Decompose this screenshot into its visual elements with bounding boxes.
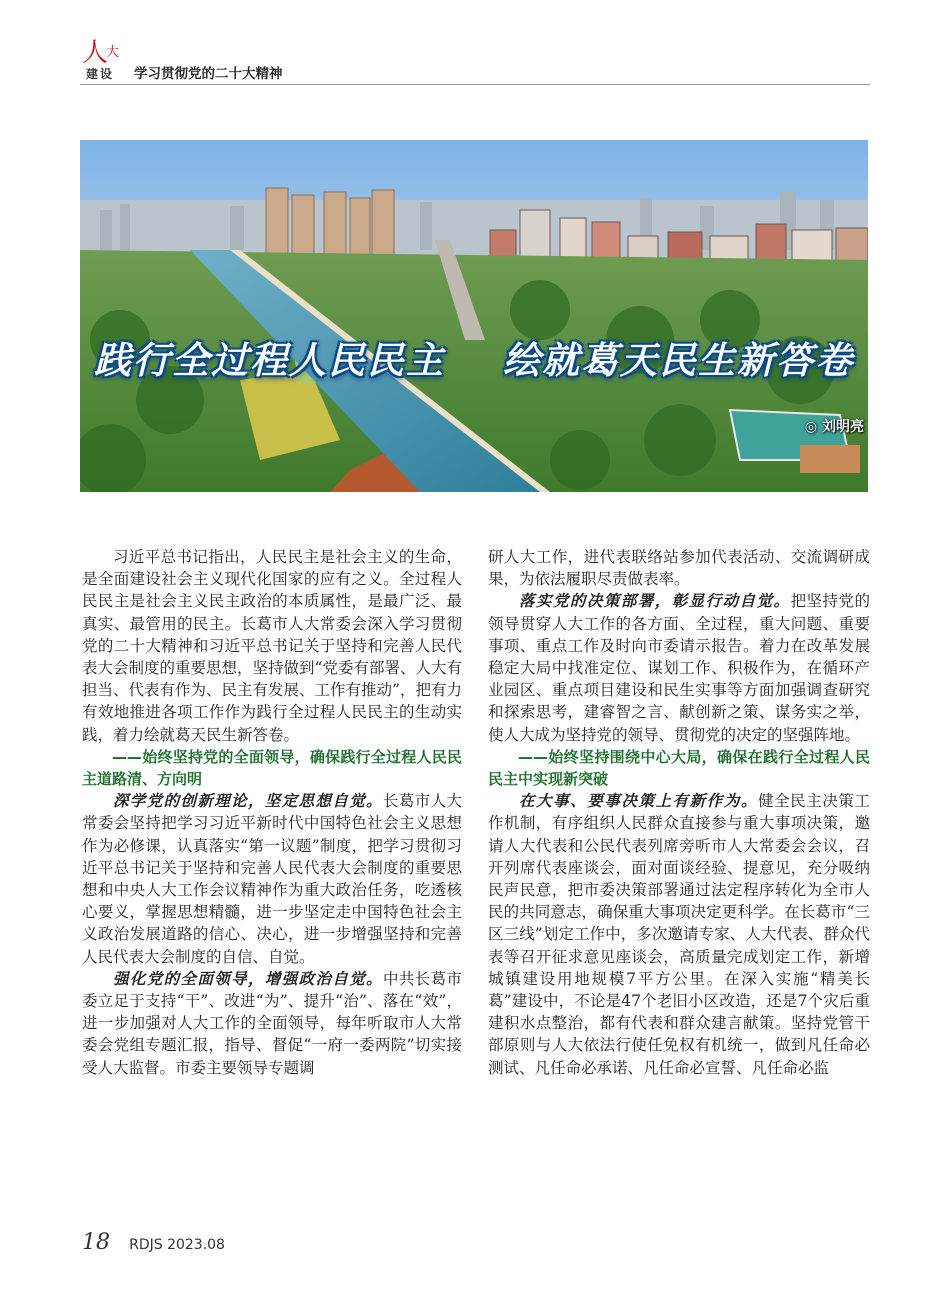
- body-paragraph: [488, 546, 870, 590]
- body-paragraph: [488, 790, 870, 1079]
- article-left-column: [82, 546, 462, 1079]
- page-number: 18: [82, 1230, 110, 1255]
- paragraph-text: 研人大工作，进代表联络站参加代表活动、交流调研成果，为依法履职尽责做表率。: [488, 548, 870, 589]
- paragraph-lead: 落实党的决策部署，彰显行动自觉。: [519, 591, 791, 611]
- paragraph-lead: 在大事、要事决策上有新作为。: [519, 791, 759, 811]
- body-paragraph: [488, 590, 870, 745]
- magazine-logo: [82, 40, 130, 82]
- hero-title-part1: 践行全过程人民民主: [94, 338, 445, 382]
- article-right-column: [488, 546, 870, 1079]
- section-subheading: ——始终坚持党的全面领导，确保践行全过程人民民主道路清、方向明: [82, 747, 462, 789]
- page-footer: [82, 1230, 225, 1255]
- body-paragraph: [82, 790, 462, 968]
- aerial-city-canal-image: [80, 140, 868, 492]
- body-paragraph: [82, 546, 462, 746]
- paragraph-text: 健全民主决策工作机制，有序组织人民群众直接参与重大事项决策，邀请人大代表和公民代表列席旁听市人大常委会会议，召开列席代表座谈会，面对面谈经验、提意见，充分吸纳民声民意，把市委决策部署通过法定程序转化为全市人民的共同意志，确保重大事项决定更科学。在长葛市“三区三线”划定工作中，多次邀请专家、人大代表、群众代表等召开征求意见座谈会，高质量完成划定工作，新增城镇建设用地规模7平方公里。在深入实施“精美长葛”建设中，不论是47个老旧小区改造，还是7个灾后重建积水点整治，都有代表和群众建言献策。坚持党管干部原则与人大依法行使任免权有机统一，做到凡任命必测试、凡任命必承诺、凡任命必宣誓、凡任命必监: [488, 792, 870, 1077]
- section-subheading: ——始终坚持围绕中心大局，确保在践行全过程人民民主中实现新突破: [488, 747, 870, 789]
- logo-char-ren: 人: [82, 38, 109, 68]
- section-title: 学习贯彻党的二十大精神: [134, 66, 283, 82]
- paragraph-lead: 深学党的创新理论，坚定思想自觉。: [113, 791, 383, 811]
- logo-char-da: 大: [106, 45, 120, 60]
- journal-issue: RDJS 2023.08: [129, 1237, 225, 1253]
- paragraph-text: 长葛市人大常委会坚持把学习习近平新时代中国特色社会主义思想作为必修课，认真落实“第一议题”制度，把学习贯彻习近平总书记关于坚持和完善人民代表大会制度的重要思想和中央人大工作会议精神作为重大政治任务，吃透核心要义，掌握思想精髓，进一步坚定走中国特色社会主义政治发展道路的信心、决心，进一步增强坚持和完善人民代表大会制度的自信、自觉。: [82, 792, 462, 966]
- hero-title-part2: 绘就葛天民生新答卷: [503, 338, 854, 382]
- hero-title: [80, 330, 868, 384]
- hero-photo: [80, 140, 868, 492]
- paragraph-text: 中共长葛市委立足于支持“干”、改进“为”、提升“治”、落在“效”，进一步加强对人大工作的全面领导，每年听取市人大常委会党组专题汇报，指导、督促“一府一委两院”切实接受人大监督。市委主要领导专题调: [82, 969, 462, 1077]
- photo-credit: ◎ 刘明亮: [804, 419, 864, 435]
- paragraph-text: 习近平总书记指出，人民民主是社会主义的生命，是全面建设社会主义现代化国家的应有之义。全过程人民民主是社会主义民主政治的本质属性，是最广泛、最真实、最管用的民主。长葛市人大常委会深入学习贯彻党的二十大精神和习近平总书记关于坚持和完善人民代表大会制度的重要思想，坚持做到“党委有部署、人大有担当、代表有作为、民主有发展、工作有推动”，把有力有效地推进各项工作作为践行全过程人民民主的生动实践，着力绘就葛天民生新答卷。: [82, 548, 462, 744]
- page-header: [80, 38, 870, 85]
- logo-chars-jianshe: 建设: [86, 67, 115, 81]
- paragraph-lead: 强化党的全面领导，增强政治自觉。: [113, 968, 383, 988]
- paragraph-text: 把坚持党的领导贯穿人大工作的各方面、全过程，重大问题、重要事项、重点工作及时向市委请示报告。着力在改革发展稳定大局中找准定位、谋划工作、积极作为，在循环产业园区、重点项目建设和民生实事等方面加强调查研究和探索思考，建睿智之言、献创新之策、谋务实之举，使人大成为坚持党的领导、贯彻党的决定的坚强阵地。: [488, 592, 870, 744]
- body-paragraph: [82, 968, 462, 1079]
